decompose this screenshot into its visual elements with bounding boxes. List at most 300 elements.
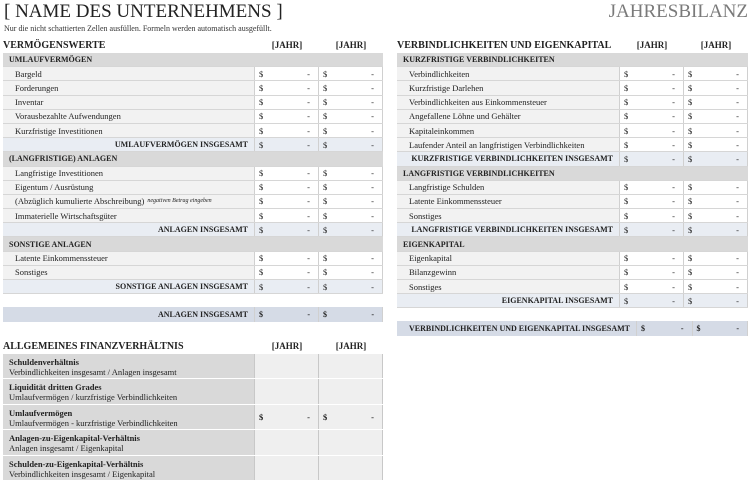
currency-symbol: $ <box>624 139 629 150</box>
row-label[interactable]: Sonstiges <box>397 280 620 293</box>
currency-symbol: $ <box>624 224 629 235</box>
amount: - <box>371 253 374 264</box>
currency-symbol: $ <box>259 111 264 122</box>
amount: - <box>371 111 374 122</box>
table-row <box>3 167 383 181</box>
amount: - <box>307 281 310 292</box>
amount: - <box>672 267 675 278</box>
row-label: KURZFRISTIGE VERBINDLICHKEITEN INSGESAMT <box>397 152 620 165</box>
amount: - <box>307 111 310 122</box>
amount: - <box>736 210 739 221</box>
amount: - <box>736 281 739 292</box>
amount: - <box>371 82 374 93</box>
ratio-row <box>3 456 383 481</box>
ratio-label <box>3 456 255 480</box>
currency-symbol: $ <box>323 125 328 136</box>
currency-symbol: $ <box>323 139 328 150</box>
row-label[interactable]: Langfristige Investitionen <box>3 167 255 180</box>
company-name[interactable]: [ NAME DES UNTERNEHMENS ] <box>4 1 283 22</box>
currency-symbol: $ <box>259 97 264 108</box>
row-label[interactable]: Kurzfristige Investitionen <box>3 124 255 137</box>
ratio-formula: Verbindlichkeiten insgesamt / Anlagen insgesamt <box>9 367 177 377</box>
amount: - <box>371 139 374 150</box>
currency-symbol: $ <box>323 196 328 207</box>
currency-symbol: $ <box>323 310 327 319</box>
row-label: LANGFRISTIGE VERBINDLICHKEITEN INSGESAMT <box>397 223 620 236</box>
row-label[interactable] <box>3 195 255 208</box>
value-cell <box>319 138 383 151</box>
ratio-label <box>3 405 255 429</box>
value-cell[interactable] <box>255 209 319 222</box>
ratio-value <box>319 405 383 429</box>
total-row <box>3 138 383 152</box>
amount: - <box>307 411 310 422</box>
liabilities-table <box>397 53 748 308</box>
row-label[interactable]: Sonstiges <box>3 266 255 279</box>
value-cell[interactable] <box>255 195 319 208</box>
row-label[interactable]: Langfristige Schulden <box>397 181 620 194</box>
amount: - <box>307 182 310 193</box>
ratio-name: Schuldenverhältnis <box>9 357 79 367</box>
value-cell[interactable] <box>620 252 684 265</box>
currency-symbol: $ <box>688 111 693 122</box>
value-cell[interactable] <box>684 81 748 94</box>
currency-symbol: $ <box>624 125 629 136</box>
row-label[interactable]: Vorausbezahlte Aufwendungen <box>3 110 255 123</box>
value-cell[interactable] <box>255 167 319 180</box>
ratio-row <box>3 379 383 404</box>
grand-total-row <box>397 321 748 336</box>
table-row <box>397 96 748 110</box>
amount: - <box>672 125 675 136</box>
currency-symbol: $ <box>323 281 328 292</box>
amount: - <box>371 68 374 79</box>
value-cell[interactable] <box>255 110 319 123</box>
amount: - <box>672 224 675 235</box>
value-cell <box>319 223 383 236</box>
row-label: EIGENKAPITAL INSGESAMT <box>397 294 620 307</box>
row-label[interactable]: Angefallene Löhne und Gehälter <box>397 110 620 123</box>
value-cell[interactable] <box>255 252 319 265</box>
amount: - <box>307 82 310 93</box>
currency-symbol: $ <box>688 253 693 264</box>
amount: - <box>371 224 374 235</box>
category-row <box>3 53 383 67</box>
row-label[interactable]: Laufender Anteil an langfristigen Verbindlichkeiten <box>397 138 620 151</box>
amount: - <box>672 153 675 164</box>
amount: - <box>307 97 310 108</box>
currency-symbol: $ <box>688 267 693 278</box>
amount: - <box>371 97 374 108</box>
table-row <box>3 266 383 280</box>
amount: - <box>672 281 675 292</box>
value-cell[interactable] <box>319 266 383 279</box>
amount: - <box>672 97 675 108</box>
value-cell[interactable] <box>255 181 319 194</box>
value-cell <box>693 321 748 336</box>
row-label[interactable]: Latente Einkommenssteuer <box>3 252 255 265</box>
category-row <box>3 152 383 166</box>
table-row <box>397 138 748 152</box>
amount: - <box>371 210 374 221</box>
amount: - <box>672 139 675 150</box>
currency-symbol: $ <box>688 210 693 221</box>
value-cell[interactable] <box>684 181 748 194</box>
table-row <box>397 81 748 95</box>
row-label: UMLAUFVERMÖGEN <box>3 53 383 66</box>
currency-symbol: $ <box>259 139 264 150</box>
table-row <box>3 96 383 110</box>
currency-symbol: $ <box>688 97 693 108</box>
amount: - <box>736 253 739 264</box>
value-cell[interactable] <box>319 67 383 80</box>
ratio-row <box>3 354 383 379</box>
row-label: (LANGFRISTIGE) ANLAGEN <box>3 152 383 165</box>
value-cell[interactable] <box>684 96 748 109</box>
amount: - <box>672 295 675 306</box>
liabilities-header <box>397 38 748 52</box>
amount: - <box>736 196 739 207</box>
amount: - <box>672 196 675 207</box>
value-cell <box>620 152 684 165</box>
currency-symbol: $ <box>688 139 693 150</box>
amount: - <box>672 68 675 79</box>
value-cell[interactable] <box>620 96 684 109</box>
amount: - <box>736 182 739 193</box>
amount: - <box>307 168 310 179</box>
currency-symbol: $ <box>624 97 629 108</box>
ratio-row <box>3 405 383 430</box>
amount: - <box>307 253 310 264</box>
table-row <box>3 252 383 266</box>
row-label[interactable]: Latente Einkommenssteuer <box>397 195 620 208</box>
currency-symbol: $ <box>323 182 328 193</box>
currency-symbol: $ <box>688 68 693 79</box>
value-cell[interactable] <box>255 266 319 279</box>
currency-symbol: $ <box>696 324 701 333</box>
year-header[interactable]: [JAHR] <box>271 40 303 50</box>
value-cell[interactable] <box>255 67 319 80</box>
currency-symbol: $ <box>688 224 693 235</box>
assets-title: VERMÖGENSWERTE <box>3 39 106 51</box>
value-cell[interactable] <box>620 181 684 194</box>
amount: - <box>307 210 310 221</box>
ratio-value <box>319 379 383 403</box>
table-row <box>3 124 383 138</box>
assets-table <box>3 53 383 294</box>
row-label[interactable]: Immaterielle Wirtschaftsgüter <box>3 209 255 222</box>
row-label: VERBINDLICHKEITEN UND EIGENKAPITAL INSGESAMT <box>397 321 637 336</box>
row-label[interactable]: Sonstiges <box>397 209 620 222</box>
table-row <box>3 209 383 223</box>
currency-symbol: $ <box>323 253 328 264</box>
document-title: JAHRESBILANZ <box>608 1 748 22</box>
value-cell[interactable] <box>255 96 319 109</box>
currency-symbol: $ <box>624 295 629 306</box>
ratio-label <box>3 379 255 403</box>
assets-header <box>3 38 383 52</box>
value-cell <box>255 223 319 236</box>
value-cell[interactable] <box>684 209 748 222</box>
row-label[interactable]: Verbindlichkeiten aus Einkommensteuer <box>397 96 620 109</box>
value-cell[interactable] <box>684 67 748 80</box>
amount: - <box>736 267 739 278</box>
amount: - <box>307 310 310 319</box>
row-label[interactable]: Bilanzgewinn <box>397 266 620 279</box>
currency-symbol: $ <box>259 68 264 79</box>
row-label[interactable]: Kapitaleinkommen <box>397 124 620 137</box>
ratio-formula: Umlaufvermögen - kurzfristige Verbindlichkeiten <box>9 417 178 428</box>
value-cell[interactable] <box>684 110 748 123</box>
total-row <box>397 223 748 237</box>
currency-symbol: $ <box>624 111 629 122</box>
amount: - <box>736 324 739 333</box>
value-cell[interactable] <box>684 252 748 265</box>
value-cell[interactable] <box>620 110 684 123</box>
currency-symbol: $ <box>323 111 328 122</box>
value-cell[interactable] <box>319 195 383 208</box>
value-cell <box>319 280 383 293</box>
amount: - <box>371 310 374 319</box>
amount: - <box>736 139 739 150</box>
amount: - <box>672 210 675 221</box>
value-cell[interactable] <box>620 280 684 293</box>
currency-symbol: $ <box>624 68 629 79</box>
category-row <box>397 53 748 67</box>
note-text: negativen Betrag eingeben <box>147 198 212 205</box>
value-cell[interactable] <box>319 252 383 265</box>
amount: - <box>672 253 675 264</box>
ratio-name: Schulden-zu-Eigenkapital-Verhältnis <box>9 458 144 469</box>
currency-symbol: $ <box>323 82 328 93</box>
row-label: SONSTIGE ANLAGEN <box>3 237 383 250</box>
value-cell[interactable] <box>255 81 319 94</box>
ratio-formula: Verbindlichkeiten insgesamt / Eigenkapital <box>9 468 156 479</box>
amount: - <box>736 295 739 306</box>
category-row <box>3 237 383 251</box>
row-label[interactable]: Eigenkapital <box>397 252 620 265</box>
currency-symbol: $ <box>688 196 693 207</box>
ratio-value <box>255 354 319 378</box>
value-cell[interactable] <box>319 110 383 123</box>
total-row <box>3 223 383 237</box>
ratio-value <box>319 456 383 480</box>
row-label[interactable]: Eigentum / Ausrüstung <box>3 181 255 194</box>
row-label[interactable]: Forderungen <box>3 81 255 94</box>
currency-symbol: $ <box>624 153 629 164</box>
currency-symbol: $ <box>323 68 328 79</box>
ratio-row <box>3 430 383 455</box>
row-label-text: (Abzüglich kumulierte Abschreibung) <box>15 196 145 207</box>
value-cell[interactable] <box>684 195 748 208</box>
ratio-name: Anlagen-zu-Eigenkapital-Verhältnis <box>9 433 140 444</box>
row-label: LANGFRISTIGE VERBINDLICHKEITEN <box>397 167 748 180</box>
currency-symbol: $ <box>259 253 264 264</box>
currency-symbol: $ <box>259 182 264 193</box>
value-cell[interactable] <box>620 138 684 151</box>
currency-symbol: $ <box>323 210 328 221</box>
value-cell <box>255 307 319 322</box>
currency-symbol: $ <box>323 168 328 179</box>
total-row <box>397 152 748 166</box>
amount: - <box>736 224 739 235</box>
value-cell[interactable] <box>319 167 383 180</box>
amount: - <box>371 182 374 193</box>
table-row <box>397 280 748 294</box>
currency-symbol: $ <box>624 196 629 207</box>
row-label: SONSTIGE ANLAGEN INSGESAMT <box>3 280 255 293</box>
ratio-value <box>319 354 383 378</box>
category-row <box>397 237 748 251</box>
amount: - <box>307 68 310 79</box>
row-label: ANLAGEN INSGESAMT <box>3 223 255 236</box>
table-row <box>397 124 748 138</box>
total-row <box>397 294 748 308</box>
value-cell <box>255 280 319 293</box>
currency-symbol: $ <box>259 168 264 179</box>
value-cell[interactable] <box>319 96 383 109</box>
currency-symbol: $ <box>688 82 693 93</box>
currency-symbol: $ <box>688 295 693 306</box>
ratio-formula: Anlagen insgesamt / Eigenkapital <box>9 443 124 454</box>
ratios-table <box>3 354 383 481</box>
table-row <box>3 81 383 95</box>
currency-symbol: $ <box>624 281 629 292</box>
value-cell[interactable] <box>684 266 748 279</box>
currency-symbol: $ <box>259 125 264 136</box>
currency-symbol: $ <box>323 224 328 235</box>
ratio-formula: Umlaufvermögen / kurzfristige Verbindlichkeiten <box>9 392 178 403</box>
currency-symbol: $ <box>688 281 693 292</box>
year-header[interactable]: [JAHR] <box>335 40 367 50</box>
amount: - <box>371 267 374 278</box>
value-cell[interactable] <box>319 181 383 194</box>
value-cell <box>620 294 684 307</box>
year-header: [JAHR] <box>271 341 303 351</box>
year-header[interactable]: [JAHR] <box>636 40 668 50</box>
table-row <box>3 181 383 195</box>
amount: - <box>672 182 675 193</box>
amount: - <box>371 281 374 292</box>
value-cell[interactable] <box>620 209 684 222</box>
ratios-header <box>3 339 383 353</box>
row-label: EIGENKAPITAL <box>397 237 748 250</box>
ratio-label <box>3 354 255 378</box>
currency-symbol: $ <box>259 210 264 221</box>
currency-symbol: $ <box>259 196 264 207</box>
row-label[interactable]: Kurzfristige Darlehen <box>397 81 620 94</box>
amount: - <box>672 111 675 122</box>
value-cell[interactable] <box>684 280 748 293</box>
amount: - <box>371 125 374 136</box>
value-cell[interactable] <box>620 67 684 80</box>
liabilities-title: VERBINDLICHKEITEN UND EIGENKAPITAL <box>397 39 612 51</box>
ratio-value <box>255 405 319 429</box>
amount: - <box>371 411 374 422</box>
table-row <box>3 67 383 81</box>
total-row <box>3 280 383 294</box>
ratio-value <box>255 430 319 454</box>
value-cell <box>684 152 748 165</box>
value-cell[interactable] <box>620 124 684 137</box>
currency-symbol: $ <box>641 324 646 333</box>
row-label[interactable]: Bargeld <box>3 67 255 80</box>
amount: - <box>307 224 310 235</box>
value-cell[interactable] <box>620 195 684 208</box>
value-cell[interactable] <box>620 81 684 94</box>
row-label: KURZFRISTIGE VERBINDLICHKEITEN <box>397 53 748 66</box>
value-cell[interactable] <box>255 124 319 137</box>
currency-symbol: $ <box>624 210 629 221</box>
table-row <box>397 181 748 195</box>
ratio-value <box>319 430 383 454</box>
table-row <box>3 110 383 124</box>
grand-total-row <box>3 307 383 322</box>
assets-grand-total <box>3 307 383 322</box>
currency-symbol: $ <box>624 82 629 93</box>
amount: - <box>307 125 310 136</box>
row-label: ANLAGEN INSGESAMT <box>3 307 255 322</box>
row-label: UMLAUFVERMÖGEN INSGESAMT <box>3 138 255 151</box>
amount: - <box>736 153 739 164</box>
table-row <box>397 195 748 209</box>
currency-symbol: $ <box>259 267 264 278</box>
amount: - <box>371 196 374 207</box>
value-cell[interactable] <box>319 124 383 137</box>
ratio-value <box>255 456 319 480</box>
amount: - <box>371 168 374 179</box>
instructions-text: Nur die nicht schattierten Zellen ausfüllen. Formeln werden automatisch ausgefüllt. <box>4 24 272 33</box>
amount: - <box>736 111 739 122</box>
amount: - <box>736 82 739 93</box>
value-cell[interactable] <box>319 209 383 222</box>
currency-symbol: $ <box>624 253 629 264</box>
currency-symbol: $ <box>259 224 264 235</box>
value-cell[interactable] <box>684 138 748 151</box>
ratios-title: ALLGEMEINES FINANZVERHÄLTNIS <box>3 340 184 352</box>
category-row <box>397 167 748 181</box>
value-cell <box>637 321 692 336</box>
currency-symbol: $ <box>688 153 693 164</box>
amount: - <box>307 267 310 278</box>
currency-symbol: $ <box>259 310 263 319</box>
amount: - <box>307 196 310 207</box>
year-header: [JAHR] <box>335 341 367 351</box>
table-row <box>397 266 748 280</box>
currency-symbol: $ <box>323 267 328 278</box>
ratio-name: Liquidität dritten Grades <box>9 382 102 393</box>
currency-symbol: $ <box>259 281 264 292</box>
value-cell <box>319 307 383 322</box>
table-row <box>3 195 383 209</box>
currency-symbol: $ <box>323 411 328 422</box>
value-cell[interactable] <box>620 266 684 279</box>
amount: - <box>307 139 310 150</box>
value-cell <box>255 138 319 151</box>
ratio-label <box>3 430 255 454</box>
row-label[interactable]: Verbindlichkeiten <box>397 67 620 80</box>
value-cell <box>620 223 684 236</box>
amount: - <box>672 82 675 93</box>
row-label[interactable]: Inventar <box>3 96 255 109</box>
amount: - <box>736 125 739 136</box>
amount: - <box>680 324 684 333</box>
currency-symbol: $ <box>688 182 693 193</box>
value-cell[interactable] <box>319 81 383 94</box>
year-header[interactable]: [JAHR] <box>700 40 732 50</box>
value-cell[interactable] <box>684 124 748 137</box>
amount: - <box>736 97 739 108</box>
